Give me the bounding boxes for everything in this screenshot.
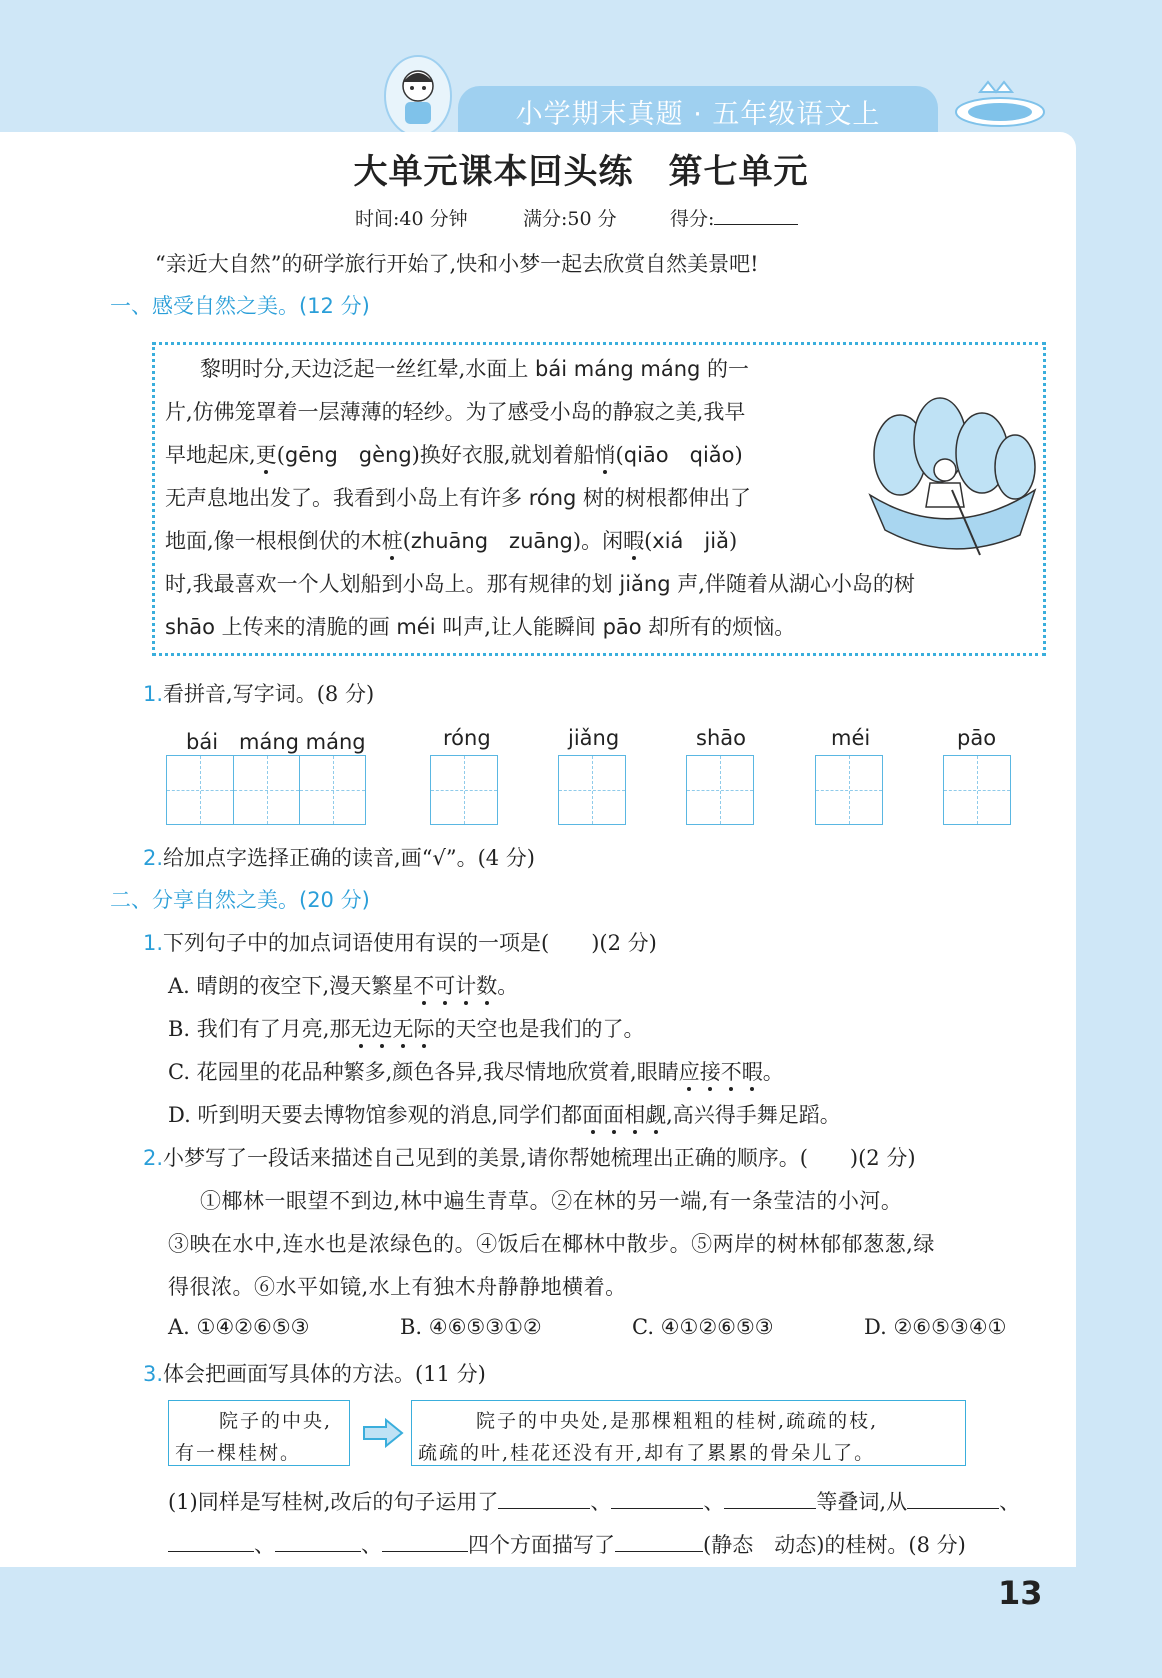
option-a[interactable]: A. 晴朗的夜空下,漫天繁星不可计数。: [168, 974, 519, 998]
order-option-c[interactable]: C. ④①②⑥⑤③: [632, 1315, 774, 1339]
writing-grid-pao[interactable]: [943, 755, 1011, 825]
order-option-b[interactable]: B. ④⑥⑤③①②: [400, 1315, 542, 1339]
order-option-a[interactable]: A. ①④②⑥⑤③: [168, 1315, 310, 1339]
section-1-title: 一、感受自然之美。(12 分): [110, 294, 370, 318]
passage-line-7: shāo 上传来的清脆的画 méi 叫声,让人能瞬间 pāo 却所有的烦恼。: [165, 615, 796, 639]
passage-line-2: 片,仿佛笼罩着一层薄薄的轻纱。为了感受小岛的静寂之美,我早: [165, 400, 746, 424]
question-1-2: 2.给加点字选择正确的读音,画“√”。(4 分): [143, 846, 535, 870]
full-score: 满分:50 分: [523, 208, 617, 230]
passage-line-5: 地面,像一根根倒伏的木桩(zhuāng zuāng)。闲暇(xiá jiǎ): [165, 529, 738, 553]
score-field[interactable]: 得分:: [670, 204, 798, 231]
writing-grid-mei[interactable]: [815, 755, 883, 825]
arrow-right-icon: [362, 1418, 404, 1448]
original-sentence-box: 院子的中央, 有一棵桂树。: [168, 1400, 350, 1466]
boat-illustration: [860, 395, 1040, 560]
order-para-line-1: ①椰林一眼望不到边,林中遍生青草。②在林的另一端,有一条莹洁的小河。: [200, 1189, 903, 1213]
section-2-title: 二、分享自然之美。(20 分): [110, 888, 370, 912]
writing-grid-jiang[interactable]: [558, 755, 626, 825]
question-2-3: 3.体会把画面写具体的方法。(11 分): [143, 1362, 486, 1386]
mascot-icon: [383, 52, 453, 138]
passage-line-4: 无声息地出发了。我看到小岛上有许多 róng 树的树根都伸出了: [165, 486, 752, 510]
pinyin-bai-mang-mang: bái máng máng: [186, 730, 366, 754]
option-c[interactable]: C. 花园里的花品种繁多,颜色各异,我尽情地欣赏着,眼睛应接不暇。: [168, 1060, 784, 1084]
revised-sentence-box: 院子的中央处,是那棵粗粗的桂树,疏疏的枝, 疏疏的叶,桂花还没有开,却有了累累的骨朵儿了。: [411, 1400, 966, 1466]
pinyin-rong: róng: [443, 726, 491, 750]
passage-line-1: 黎明时分,天边泛起一丝红晕,水面上 bái máng máng 的一: [200, 357, 750, 381]
option-b[interactable]: B. 我们有了月亮,那无边无际的天空也是我们的了。: [168, 1017, 645, 1041]
order-para-line-3: 得很浓。⑥水平如镜,水上有独木舟静静地横着。: [168, 1275, 627, 1299]
question-1-1: 1.看拼音,写字词。(8 分): [143, 682, 375, 706]
pinyin-shao: shāo: [696, 726, 746, 750]
pinyin-mei: méi: [831, 726, 871, 750]
page-number: 13: [998, 1574, 1043, 1612]
order-para-line-2: ③映在水中,连水也是浓绿色的。④饭后在椰林中散步。⑤两岸的树林郁郁葱葱,绿: [168, 1232, 935, 1256]
intro-text: “亲近大自然”的研学旅行开始了,快和小梦一起去欣赏自然美景吧!: [155, 252, 759, 276]
time-limit: 时间:40 分钟: [355, 208, 468, 230]
passage-line-6: 时,我最喜欢一个人划船到小岛上。那有规律的划 jiǎng 声,伴随着从湖心小岛的树: [165, 572, 915, 596]
question-2-2: 2.小梦写了一段话来描述自己见到的美景,请你帮她梳理出正确的顺序。( )(2 分): [143, 1146, 916, 1170]
order-option-d[interactable]: D. ②⑥⑤③④①: [864, 1315, 1007, 1339]
pinyin-pao: pāo: [957, 726, 997, 750]
writing-grid-rong[interactable]: [430, 755, 498, 825]
writing-grid-bai-mang-mang[interactable]: [166, 755, 366, 825]
sub-question-1-line-2: 、 、 四个方面描写了 (静态 动态)的桂树。(8 分): [168, 1529, 966, 1559]
writing-grid-shao[interactable]: [686, 755, 754, 825]
option-d[interactable]: D. 听到明天要去博物馆参观的消息,同学们都面面相觑,高兴得手舞足蹈。: [168, 1103, 841, 1127]
sub-question-1-line-1: (1)同样是写桂树,改后的句子运用了 、 、 等叠词,从 、: [168, 1490, 1021, 1514]
header-banner-text: 小学期末真题 · 五年级语文上: [515, 99, 881, 130]
brand-logo-icon: [950, 78, 1050, 136]
question-2-1: 1.下列句子中的加点词语使用有误的一项是( )(2 分): [143, 931, 657, 955]
page-title: 大单元课本回头练 第七单元: [353, 152, 809, 192]
pinyin-jiang: jiǎng: [568, 726, 620, 750]
passage-line-3: 早地起床,更(gēng gèng)换好衣服,就划着船悄(qiāo qiǎo): [165, 443, 743, 467]
